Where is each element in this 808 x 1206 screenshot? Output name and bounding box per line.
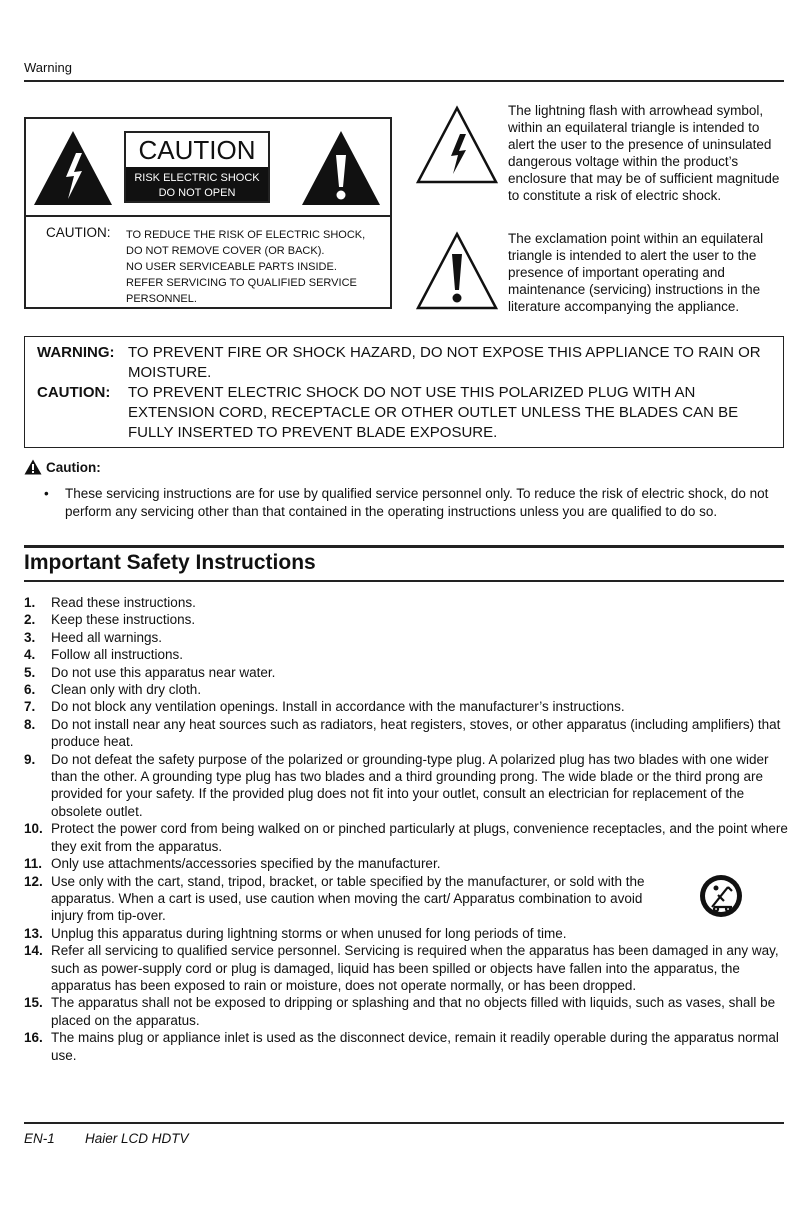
caution-title-box [124,131,270,203]
footer-rule [24,1122,784,1124]
list-item [24,942,788,994]
caution-line: REFER SERVICING TO QUALIFIED SERVICE [126,277,357,289]
list-item [24,646,788,663]
caution-box-text [126,227,365,307]
warning-caution-label: CAUTION: [37,384,111,401]
item-number: 6. [24,682,36,698]
list-item [24,664,788,681]
item-number: 14. [24,943,43,959]
lightning-outline-triangle-icon [414,104,500,186]
footer-title: Haier LCD HDTV [85,1131,189,1146]
section-bottom-rule [24,580,784,582]
cart-tipover-icon [698,873,744,919]
warning-label: WARNING: [37,344,115,361]
warning-caution-text: TO PREVENT ELECTRIC SHOCK DO NOT USE THIS POLARIZED PLUG WITH AN EXTENSION CORD, RECEPTACLE OR OTHER OUTLET UNLESS THE BLADES CAN BE FULLY INSERTED TO PREVENT BLADE EXPOSURE. [128,384,739,441]
item-number: 9. [24,751,36,767]
item-text: The mains plug or appliance inlet is used as the disconnect device, remain it readily operable during the apparatus normal use. [51,1030,779,1063]
item-text: Do not install near any heat sources such as radiators, heat registers, stoves, or other apparatus (including amplifiers) that produce heat. [51,716,781,750]
caution-note-title: Caution: [46,459,101,475]
caution-subtitle-line1: RISK ELECTRIC SHOCK [134,172,260,184]
caution-label-box [24,117,392,309]
item-number: 11. [24,856,43,872]
caution-line: PERSONNEL. [126,293,197,305]
item-number: 10. [24,821,43,837]
list-item [24,611,788,628]
list-item [24,698,788,715]
item-number: 3. [24,629,36,645]
caution-subtitle-band [126,167,268,201]
list-item [24,681,788,698]
item-text: Do not defeat the safety purpose of the polarized or grounding-type plug. A polarized plug has two blades with one wider than the other. A grounding type plug has two blades and a third grounding prong. The wide blade or the third prong are provided for your safety. If the provided plug does not fit into your outlet, consult an electrician for replacement of the obsolete outlet. [51,751,769,819]
item-number: 13. [24,925,43,941]
item-text: Unplug this apparatus during lightning storms or when unused for long periods of time. [51,925,567,941]
item-number: 4. [24,647,36,663]
warning-text: TO PREVENT FIRE OR SHOCK HAZARD, DO NOT EXPOSE THIS APPLIANCE TO RAIN OR MOISTURE. [128,344,761,381]
safety-list [24,594,788,1064]
item-text: Clean only with dry cloth. [51,682,202,698]
lightning-description: The lightning flash with arrowhead symbol, within an equilateral triangle is intended to alert the user to the presence of uninsulated dangerous voltage within the product’s enclosure that may be of sufficient magnitude to constitute a risk of electric shock. [508,103,780,203]
item-text: The apparatus shall not be exposed to dripping or splashing and that no objects filled with liquids, such as vases, shall be placed on the apparatus. [51,995,776,1028]
list-item [24,1029,788,1064]
item-number: 1. [24,595,36,610]
list-item [24,820,788,855]
list-item [24,594,788,611]
exclamation-description: The exclamation point within an equilateral triangle is intended to alert the user to the presence of important operating and maintenance (servicing) instructions in the literature accompanying the appliance. [508,231,764,314]
item-text: Do not block any ventilation openings. Install in accordance with the manufacturer’s instructions. [51,699,625,715]
item-text: Keep these instructions. [51,612,196,628]
item-number: 7. [24,699,36,715]
caution-line: DO NOT REMOVE COVER (OR BACK). [126,245,325,257]
list-item [24,994,788,1029]
caution-subtitle-line2: DO NOT OPEN [158,187,236,199]
bullet: • [44,486,49,501]
item-text: Heed all warnings. [51,629,163,645]
caution-line: TO REDUCE THE RISK OF ELECTRIC SHOCK, [126,229,366,241]
item-number: 8. [24,716,36,732]
list-item [24,629,788,646]
section-title: Important Safety Instructions [24,551,316,574]
item-text: Use only with the cart, stand, tripod, bracket, or table specified by the manufacturer, or sold with the apparatus. When a cart is used, use caution when moving the cart/ Apparatus combination to avoid injury from tip-over. [51,873,645,924]
header-label: Warning [24,60,72,75]
caution-title: CAUTION [138,135,256,165]
item-number: 12. [24,873,43,889]
header-rule [24,80,784,82]
caution-note-heading [24,459,101,475]
item-number: 16. [24,1030,43,1046]
list-item [24,751,788,821]
item-text: Only use attachments/accessories specified by the manufacturer. [51,856,441,872]
lightning-triangle-icon [32,129,114,207]
exclamation-triangle-icon [300,129,382,207]
item-text: Read these instructions. [51,595,196,610]
warning-box [24,336,784,448]
item-text: Follow all instructions. [51,647,184,663]
section-top-rule [24,545,784,548]
list-item [24,716,788,751]
item-number: 2. [24,612,36,628]
warning-icon [24,459,42,475]
footer-page-number: EN-1 [24,1131,55,1146]
item-number: 15. [24,995,43,1011]
caution-box-divider [26,215,390,217]
item-text: Refer all servicing to qualified service personnel. Servicing is required when the apparatus has been damaged in any way, such as power-supply cord or plug is damaged, liquid has been spilled or objects have fallen into the apparatus, the apparatus has been exposed to rain or moisture, does not operate normally, or has been dropped. [51,943,779,993]
item-text: Do not use this apparatus near water. [51,664,276,680]
caution-box-label: CAUTION: [46,225,111,240]
exclamation-outline-triangle-icon [414,230,500,312]
list-item [24,925,788,942]
item-number: 5. [24,664,36,680]
caution-line: NO USER SERVICEABLE PARTS INSIDE. [126,261,337,273]
list-item [24,873,788,925]
item-text: Protect the power cord from being walked on or pinched particularly at plugs, convenience receptacles, and the point where they exit from the apparatus. [51,821,788,854]
caution-note-text: These servicing instructions are for use by qualified service personnel only. To reduce the risk of electric shock, do not perform any servicing other than that contained in the operating instructions unless you are qualified to do so. [65,486,769,519]
list-item [24,855,788,872]
